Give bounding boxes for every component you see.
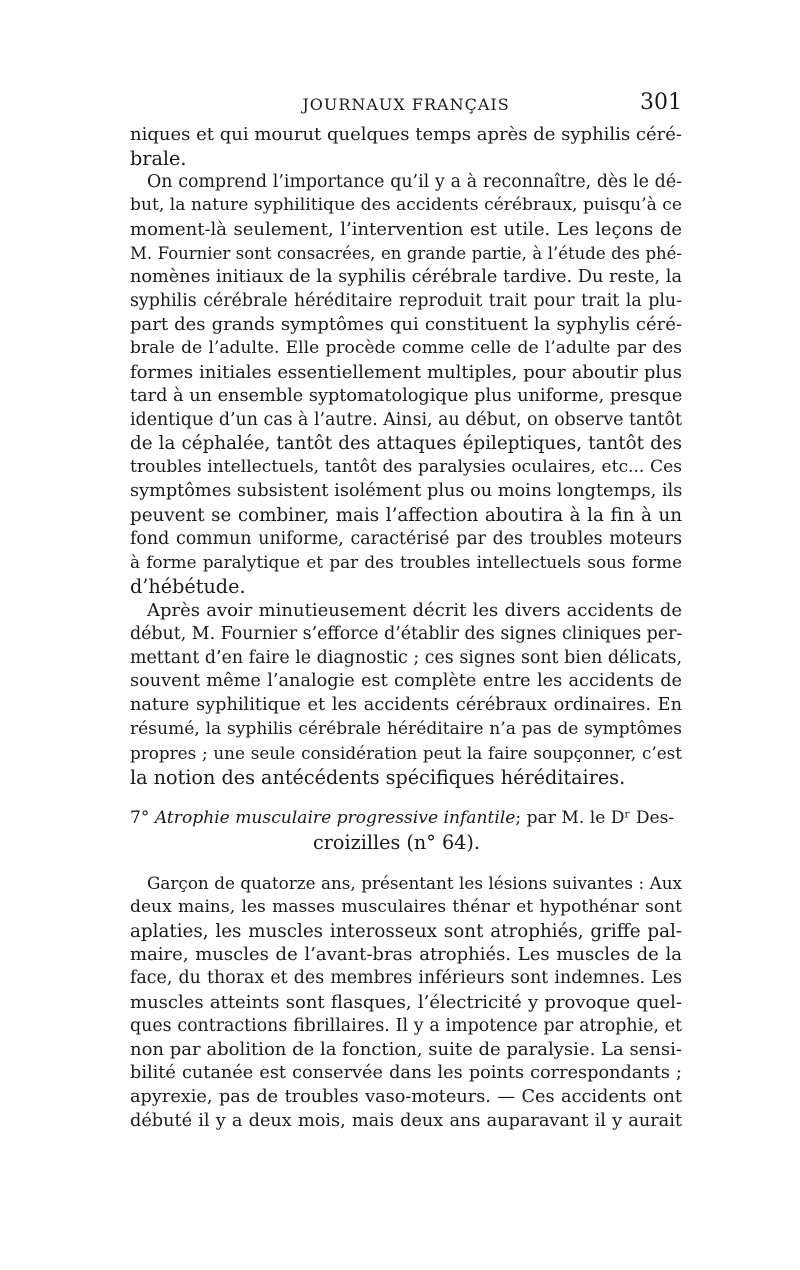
- text-line: propres ; une seule considération peut la faire soupçonner, c’est: [130, 742, 682, 763]
- text-line: deux mains, les masses musculaires thénar et hypothénar sont: [130, 896, 682, 917]
- text-line: de la céphalée, tantôt des attaques épileptiques, tantôt des: [130, 433, 682, 455]
- section-reference: croizilles (n° 64).: [313, 831, 480, 855]
- text-line: troubles intellectuels, tantôt des paralysies oculaires, etc... Ces: [130, 457, 682, 478]
- page-number: 301: [640, 90, 682, 115]
- text-line: but, la nature syphilitique des accidents cérébraux, puisqu’à ce: [130, 195, 682, 216]
- section-heading: [130, 807, 682, 855]
- text-line: M. Fournier sont consacrées, en grande partie, à l’étude des phé-: [130, 243, 682, 263]
- text-line: niques et qui mourut quelques temps après de syphilis céré-: [130, 124, 682, 145]
- text-line: la notion des antécédents spécifiques héréditaires.: [130, 765, 626, 789]
- text-line: part des grands symptômes qui constituent la syphylis céré-: [130, 314, 682, 336]
- text-line: non par abolition de la fonction, suite de paralysie. La sensi-: [130, 1039, 682, 1061]
- text-line: brale de l’adulte. Elle procède comme celle de l’adulte par des: [130, 338, 682, 359]
- text-line: syphilis cérébrale héréditaire reproduit trait pour trait la plu-: [130, 290, 682, 311]
- text-line: maire, muscles de l’avant-bras atrophiés. Les muscles de la: [130, 944, 682, 966]
- text-line: nomènes initiaux de la syphilis cérébrale tardive. Du reste, la: [130, 266, 682, 287]
- text-line: Garçon de quatorze ans, présentant les lésions suivantes : Aux: [147, 872, 682, 893]
- text-line: Après avoir minutieusement décrit les divers accidents de: [147, 599, 682, 621]
- text-line: fond commun uniforme, caractérisé par des troubles moteurs: [130, 528, 682, 549]
- text-line: ques contractions fibrillaires. Il y a impotence par atrophie, et: [130, 1015, 682, 1036]
- section-number: 7°: [130, 808, 150, 829]
- text-line: identique d’un cas à l’autre. Ainsi, au début, on observe tantôt: [130, 409, 682, 430]
- text-line: souvent même l’analogie est complète entre les accidents de: [130, 671, 682, 692]
- text-line: apyrexie, pas de troubles vaso-moteurs. — Ces accidents ont: [130, 1087, 682, 1108]
- text-line: nature syphilitique et les accidents cérébraux ordinaires. En: [130, 695, 682, 716]
- text-line: formes initiales essentiellement multiples, pour aboutir plus: [130, 361, 682, 383]
- text-line: mettant d’en faire le diagnostic ; ces signes sont bien délicats,: [130, 647, 682, 668]
- paragraph: [130, 171, 682, 599]
- text-line: moment-là seulement, l’intervention est utile. Les leçons de: [130, 219, 682, 241]
- text-line: peuvent se combiner, mais l’affection aboutira à la fin à un: [130, 504, 682, 526]
- text-line: début, M. Fournier s’efforce d’établir des signes cliniques per-: [130, 623, 683, 644]
- paragraph: [130, 599, 682, 789]
- text-line: face, du thorax et des membres inférieurs sont indemnes. Les: [130, 968, 682, 989]
- text-line: d’hébétude.: [130, 575, 246, 599]
- text-line: aplaties, les muscles interosseux sont atrophiés, griffe pal-: [130, 920, 682, 942]
- running-title: JOURNAUX FRANÇAIS: [302, 95, 510, 114]
- section-title: Atrophie musculaire progressive infantile: [154, 808, 516, 829]
- text-line: On comprend l’importance qu’il y a à reconnaître, dès le dé-: [147, 171, 682, 192]
- paragraph: [130, 872, 682, 1134]
- body-text: [130, 123, 682, 1134]
- section-heading-line: [130, 807, 682, 831]
- section-author: ; par M. le Dʳ Des-: [515, 808, 675, 829]
- paragraph-continuation: [130, 123, 682, 171]
- running-head: [130, 90, 682, 121]
- text-line: brale.: [130, 146, 187, 170]
- text-line: bilité cutanée est conservée dans les points correspondants ;: [130, 1063, 682, 1084]
- text-line: muscles atteints sont flasques, l’électricité y provoque quel-: [130, 991, 682, 1013]
- text-line: tard à un ensemble syptomatologique plus uniforme, presque: [130, 385, 683, 406]
- text-line: symptômes subsistent isolément plus ou moins longtemps, ils: [130, 480, 683, 501]
- text-line: résumé, la syphilis cérébrale héréditaire n’a pas de symptômes: [130, 718, 682, 739]
- text-line: débuté il y a deux mois, mais deux ans auparavant il y aurait: [130, 1110, 682, 1131]
- text-line: à forme paralytique et par des troubles intellectuels sous forme: [130, 552, 682, 573]
